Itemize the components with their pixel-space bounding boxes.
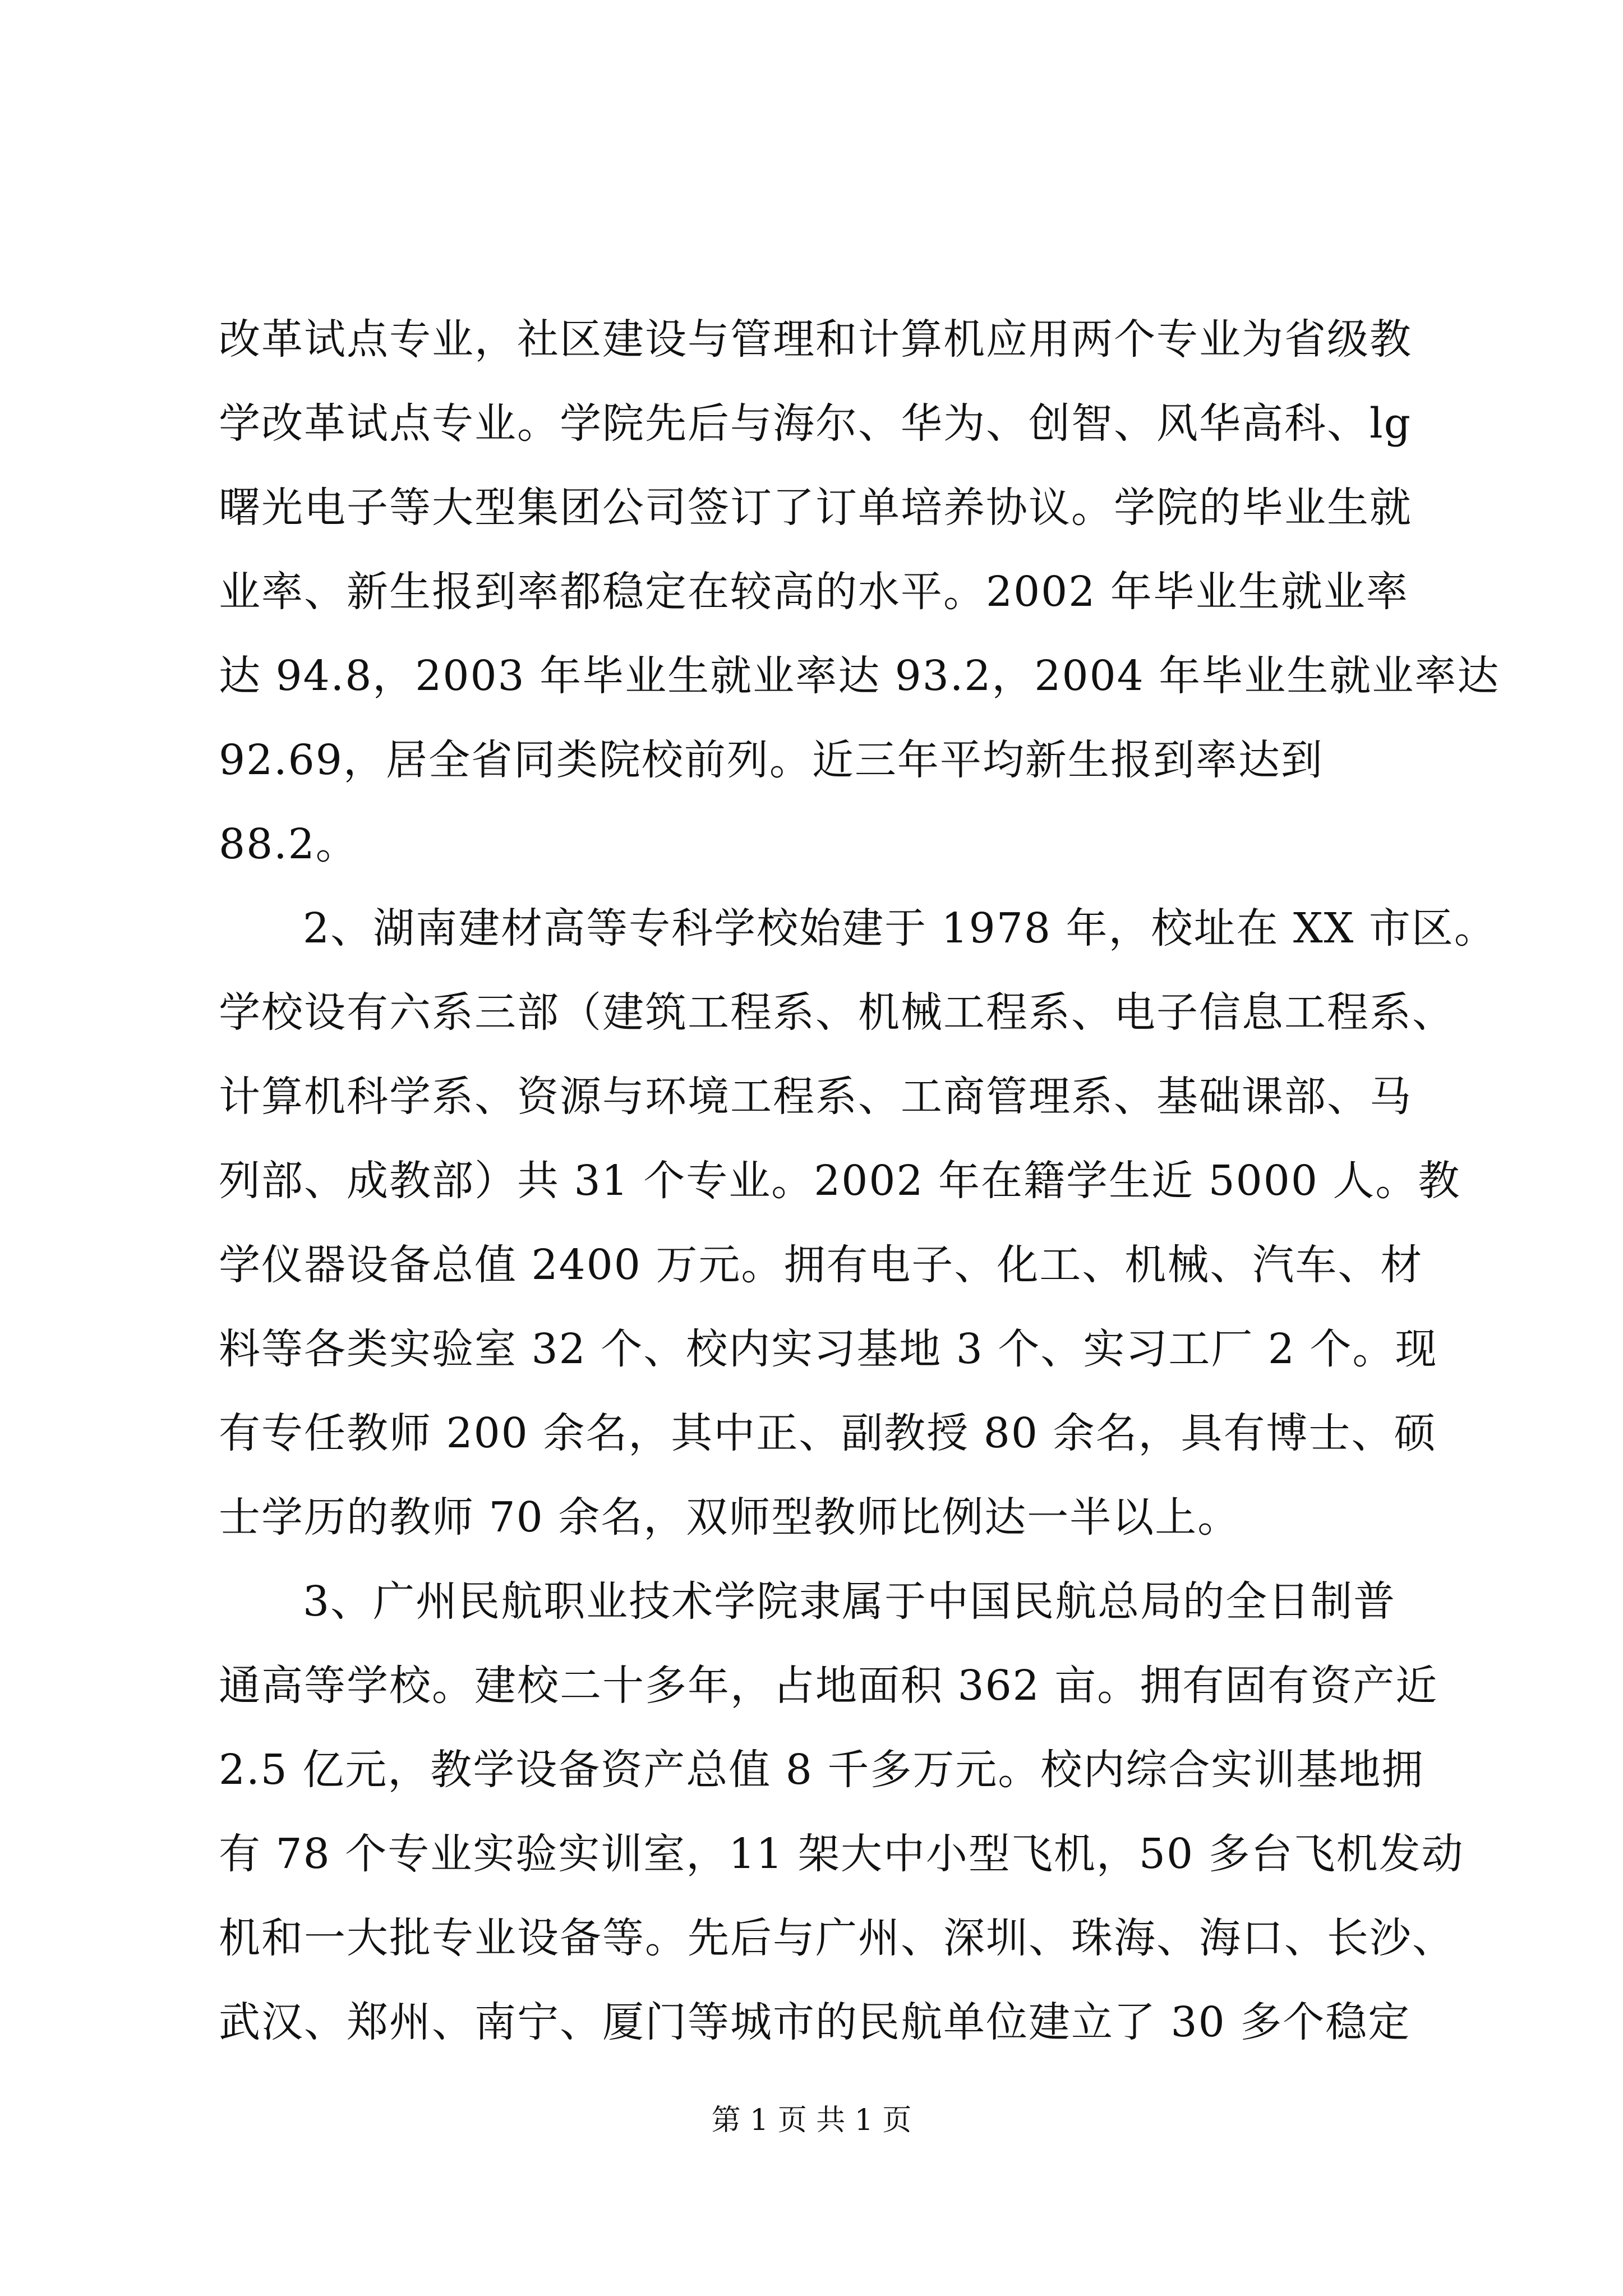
text-line: 机和一大批专业设备等。先后与广州、深圳、珠海、海口、长沙、 bbox=[219, 1914, 1455, 1962]
body-text bbox=[219, 297, 1500, 2064]
paragraph-start-line: 2、湖南建材高等专科学校始建于 1978 年，校址在 XX 市区。 bbox=[303, 904, 1497, 953]
text-line: 改革试点专业，社区建设与管理和计算机应用两个专业为省级教 bbox=[219, 315, 1412, 364]
text-line: 士学历的教师 70 余名，双师型教师比例达一半以上。 bbox=[219, 1493, 1241, 1542]
text-line: 达 94.8，2003 年毕业生就业率达 93.2，2004 年毕业生就业率达 bbox=[219, 652, 1500, 700]
text-line: 学仪器设备总值 2400 万元。拥有电子、化工、机械、汽车、材 bbox=[219, 1241, 1423, 1289]
page-number-label: 第 1 页 共 1 页 bbox=[711, 2104, 912, 2137]
text-line: 92.69，居全省同类院校前列。近三年平均新生报到率达到 bbox=[219, 736, 1324, 784]
text-line: 88.2。 bbox=[219, 820, 358, 868]
text-line: 武汉、郑州、南宁、厦门等城市的民航单位建立了 30 多个稳定 bbox=[219, 1998, 1411, 2046]
text-line: 业率、新生报到率都稳定在较高的水平。2002 年毕业生就业率 bbox=[219, 568, 1409, 616]
text-line: 计算机科学系、资源与环境工程系、工商管理系、基础课部、马 bbox=[219, 1073, 1412, 1121]
text-line: 料等各类实验室 32 个、校内实习基地 3 个、实习工厂 2 个。现 bbox=[219, 1325, 1438, 1373]
page-footer bbox=[0, 2101, 1623, 2140]
text-line: 有专任教师 200 余名，其中正、副教授 80 余名，具有博士、硕 bbox=[219, 1409, 1437, 1457]
paragraph-start-line: 3、广州民航职业技术学院隶属于中国民航总局的全日制普 bbox=[303, 1577, 1396, 1626]
text-line: 2.5 亿元，教学设备资产总值 8 千多万元。校内综合实训基地拥 bbox=[219, 1746, 1424, 1794]
text-line: 学改革试点专业。学院先后与海尔、华为、创智、风华高科、lg bbox=[219, 399, 1412, 448]
text-line: 学校设有六系三部（建筑工程系、机械工程系、电子信息工程系、 bbox=[219, 988, 1455, 1037]
text-line: 有 78 个专业实验实训室，11 架大中小型飞机，50 多台飞机发动 bbox=[219, 1830, 1464, 1878]
text-line: 通高等学校。建校二十多年，占地面积 362 亩。拥有固有资产近 bbox=[219, 1662, 1438, 1710]
text-line: 曙光电子等大型集团公司签订了订单培养协议。学院的毕业生就 bbox=[219, 484, 1412, 532]
text-line: 列部、成教部）共 31 个专业。2002 年在籍学生近 5000 人。教 bbox=[219, 1157, 1461, 1205]
